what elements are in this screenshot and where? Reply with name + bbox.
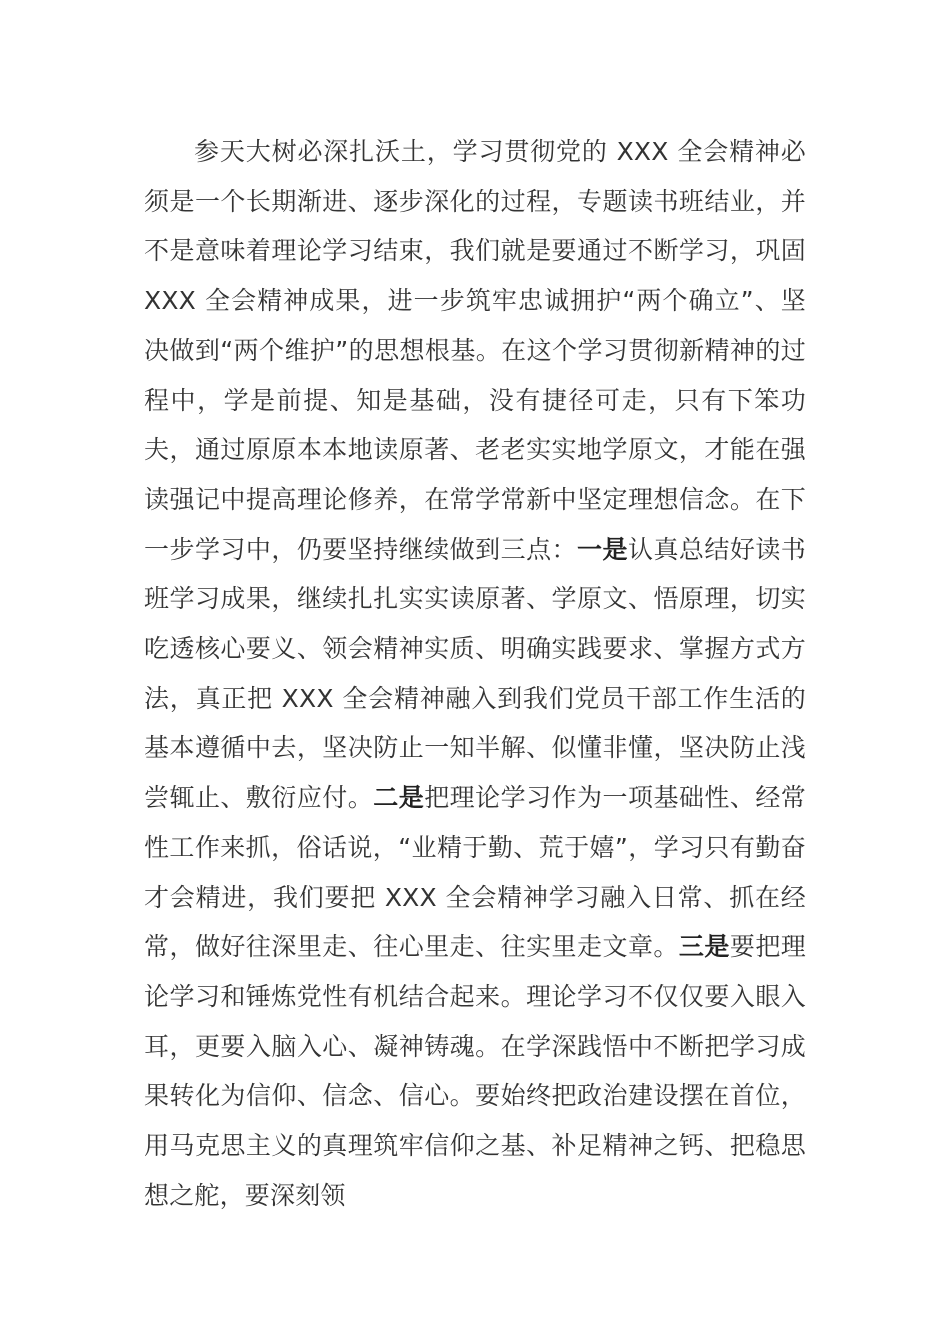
text-segment: 认真总结好读书班学习成果，继续扎扎实实读原著、学原文、悟原理，切实吃透核心要义、领会精神实质、明确实践要求、掌握方式方法，真正把 XXX 全会精神融入到我们党员干部工作生活的基本遵循中去，坚决防止一知半解、似懂非懂，坚决防止浅尝辄止、敷衍应付。 (144, 534, 806, 813)
bold-ordinal-third: 三是 (678, 932, 730, 962)
text-segment: 把理论学习作为一项基础性、经常性工作来抓，俗话说，“业精于勤、荒于嬉”，学习只有勤奋才会精进，我们要把 XXX 全会精神学习融入日常、抓在经常，做好往深里走、往心里走、往实里走文章。 (144, 783, 806, 962)
text-segment: 参天大树必深扎沃土，学习贯彻党的 XXX 全会精神必须是一个长期渐进、逐步深化的过程，专题读书班结业，并不是意味着理论学习结束，我们就是要通过不断学习，巩固 XXX 全会精神成果，进一步筑牢忠诚拥护“两个确立”、坚决做到“两个维护”的思想根基。在这个学习贯彻新精神的过程中，学是前提、知是基础，没有捷径可走，只有下笨功夫，通过原原本本地读原著、老老实实地学原文，才能在强读强记中提高理论修养，在常学常新中坚定理想信念。在下一步学习中，仍要坚持继续做到三点： (144, 137, 806, 564)
text-segment: 要把理论学习和锤炼党性有机结合起来。理论学习不仅仅要入眼入耳，更要入脑入心、凝神铸魂。在学深践悟中不断把学习成果转化为信仰、信念、信心。要始终把政治建设摆在首位，用马克思主义的真理筑牢信仰之基、补足精神之钙、把稳思想之舵，要深刻领 (144, 932, 807, 1210)
bold-ordinal-second: 二是 (373, 783, 425, 813)
bold-ordinal-first: 一是 (577, 534, 628, 564)
body-paragraph (144, 127, 806, 1220)
